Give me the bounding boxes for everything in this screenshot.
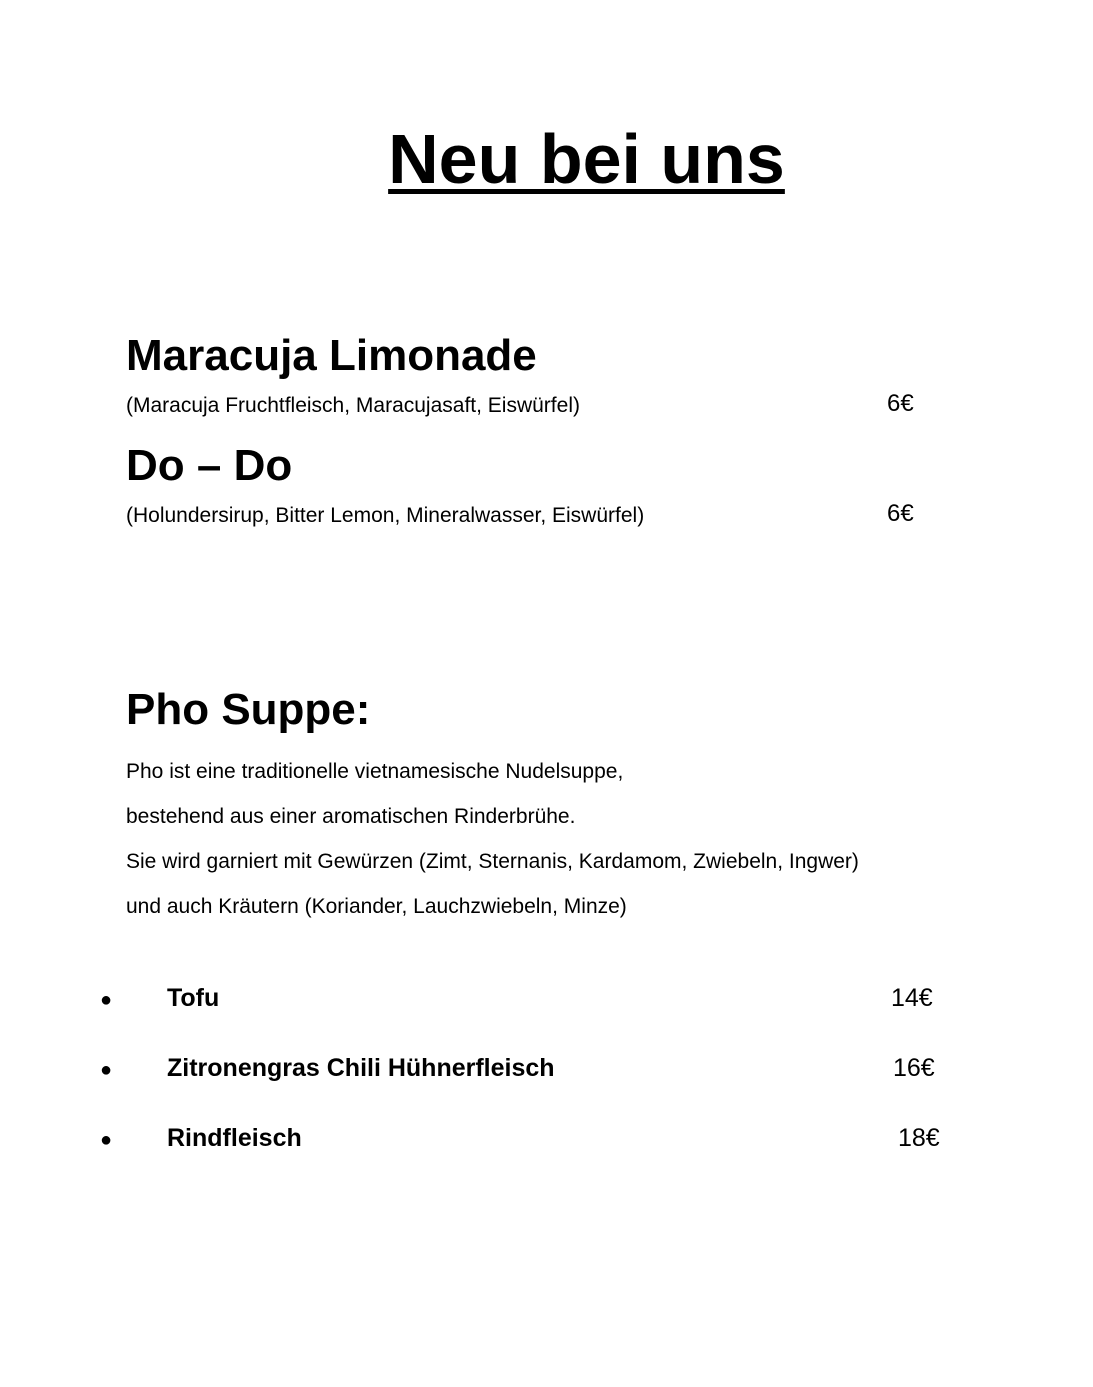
option-price-rindfleisch: 18€ [898,1124,940,1152]
drink-price-do-do: 6€ [887,500,914,527]
drink-name-maracuja-limonade: Maracuja Limonade [126,331,537,380]
bullet-icon: ● [100,989,113,1011]
bullet-icon: ● [100,1129,113,1151]
pho-description-line: Pho ist eine traditionelle vietnamesische Nudelsuppe, [126,760,624,783]
pho-description-line: und auch Kräutern (Koriander, Lauchzwiebeln, Minze) [126,895,627,918]
option-name-rindfleisch: Rindfleisch [167,1124,302,1152]
drink-description-maracuja-limonade: (Maracuja Fruchtfleisch, Maracujasaft, Eiswürfel) [126,394,580,417]
pho-description-line: bestehend aus einer aromatischen Rinderbrühe. [126,805,576,828]
option-name-tofu: Tofu [167,984,220,1012]
drink-price-maracuja-limonade: 6€ [887,390,914,417]
bullet-icon: ● [100,1059,113,1081]
section-title-pho-suppe: Pho Suppe: [126,685,371,734]
pho-description-line: Sie wird garniert mit Gewürzen (Zimt, Sternanis, Kardamom, Zwiebeln, Ingwer) [126,850,859,873]
option-price-tofu: 14€ [891,984,933,1012]
option-name-zitronengras-chili-huehnerfleisch: Zitronengras Chili Hühnerfleisch [167,1054,555,1082]
page-title: Neu bei uns [388,120,785,198]
drink-name-do-do: Do – Do [126,441,293,490]
drink-description-do-do: (Holundersirup, Bitter Lemon, Mineralwasser, Eiswürfel) [126,504,645,527]
option-price-zitronengras-chili-huehnerfleisch: 16€ [893,1054,935,1082]
